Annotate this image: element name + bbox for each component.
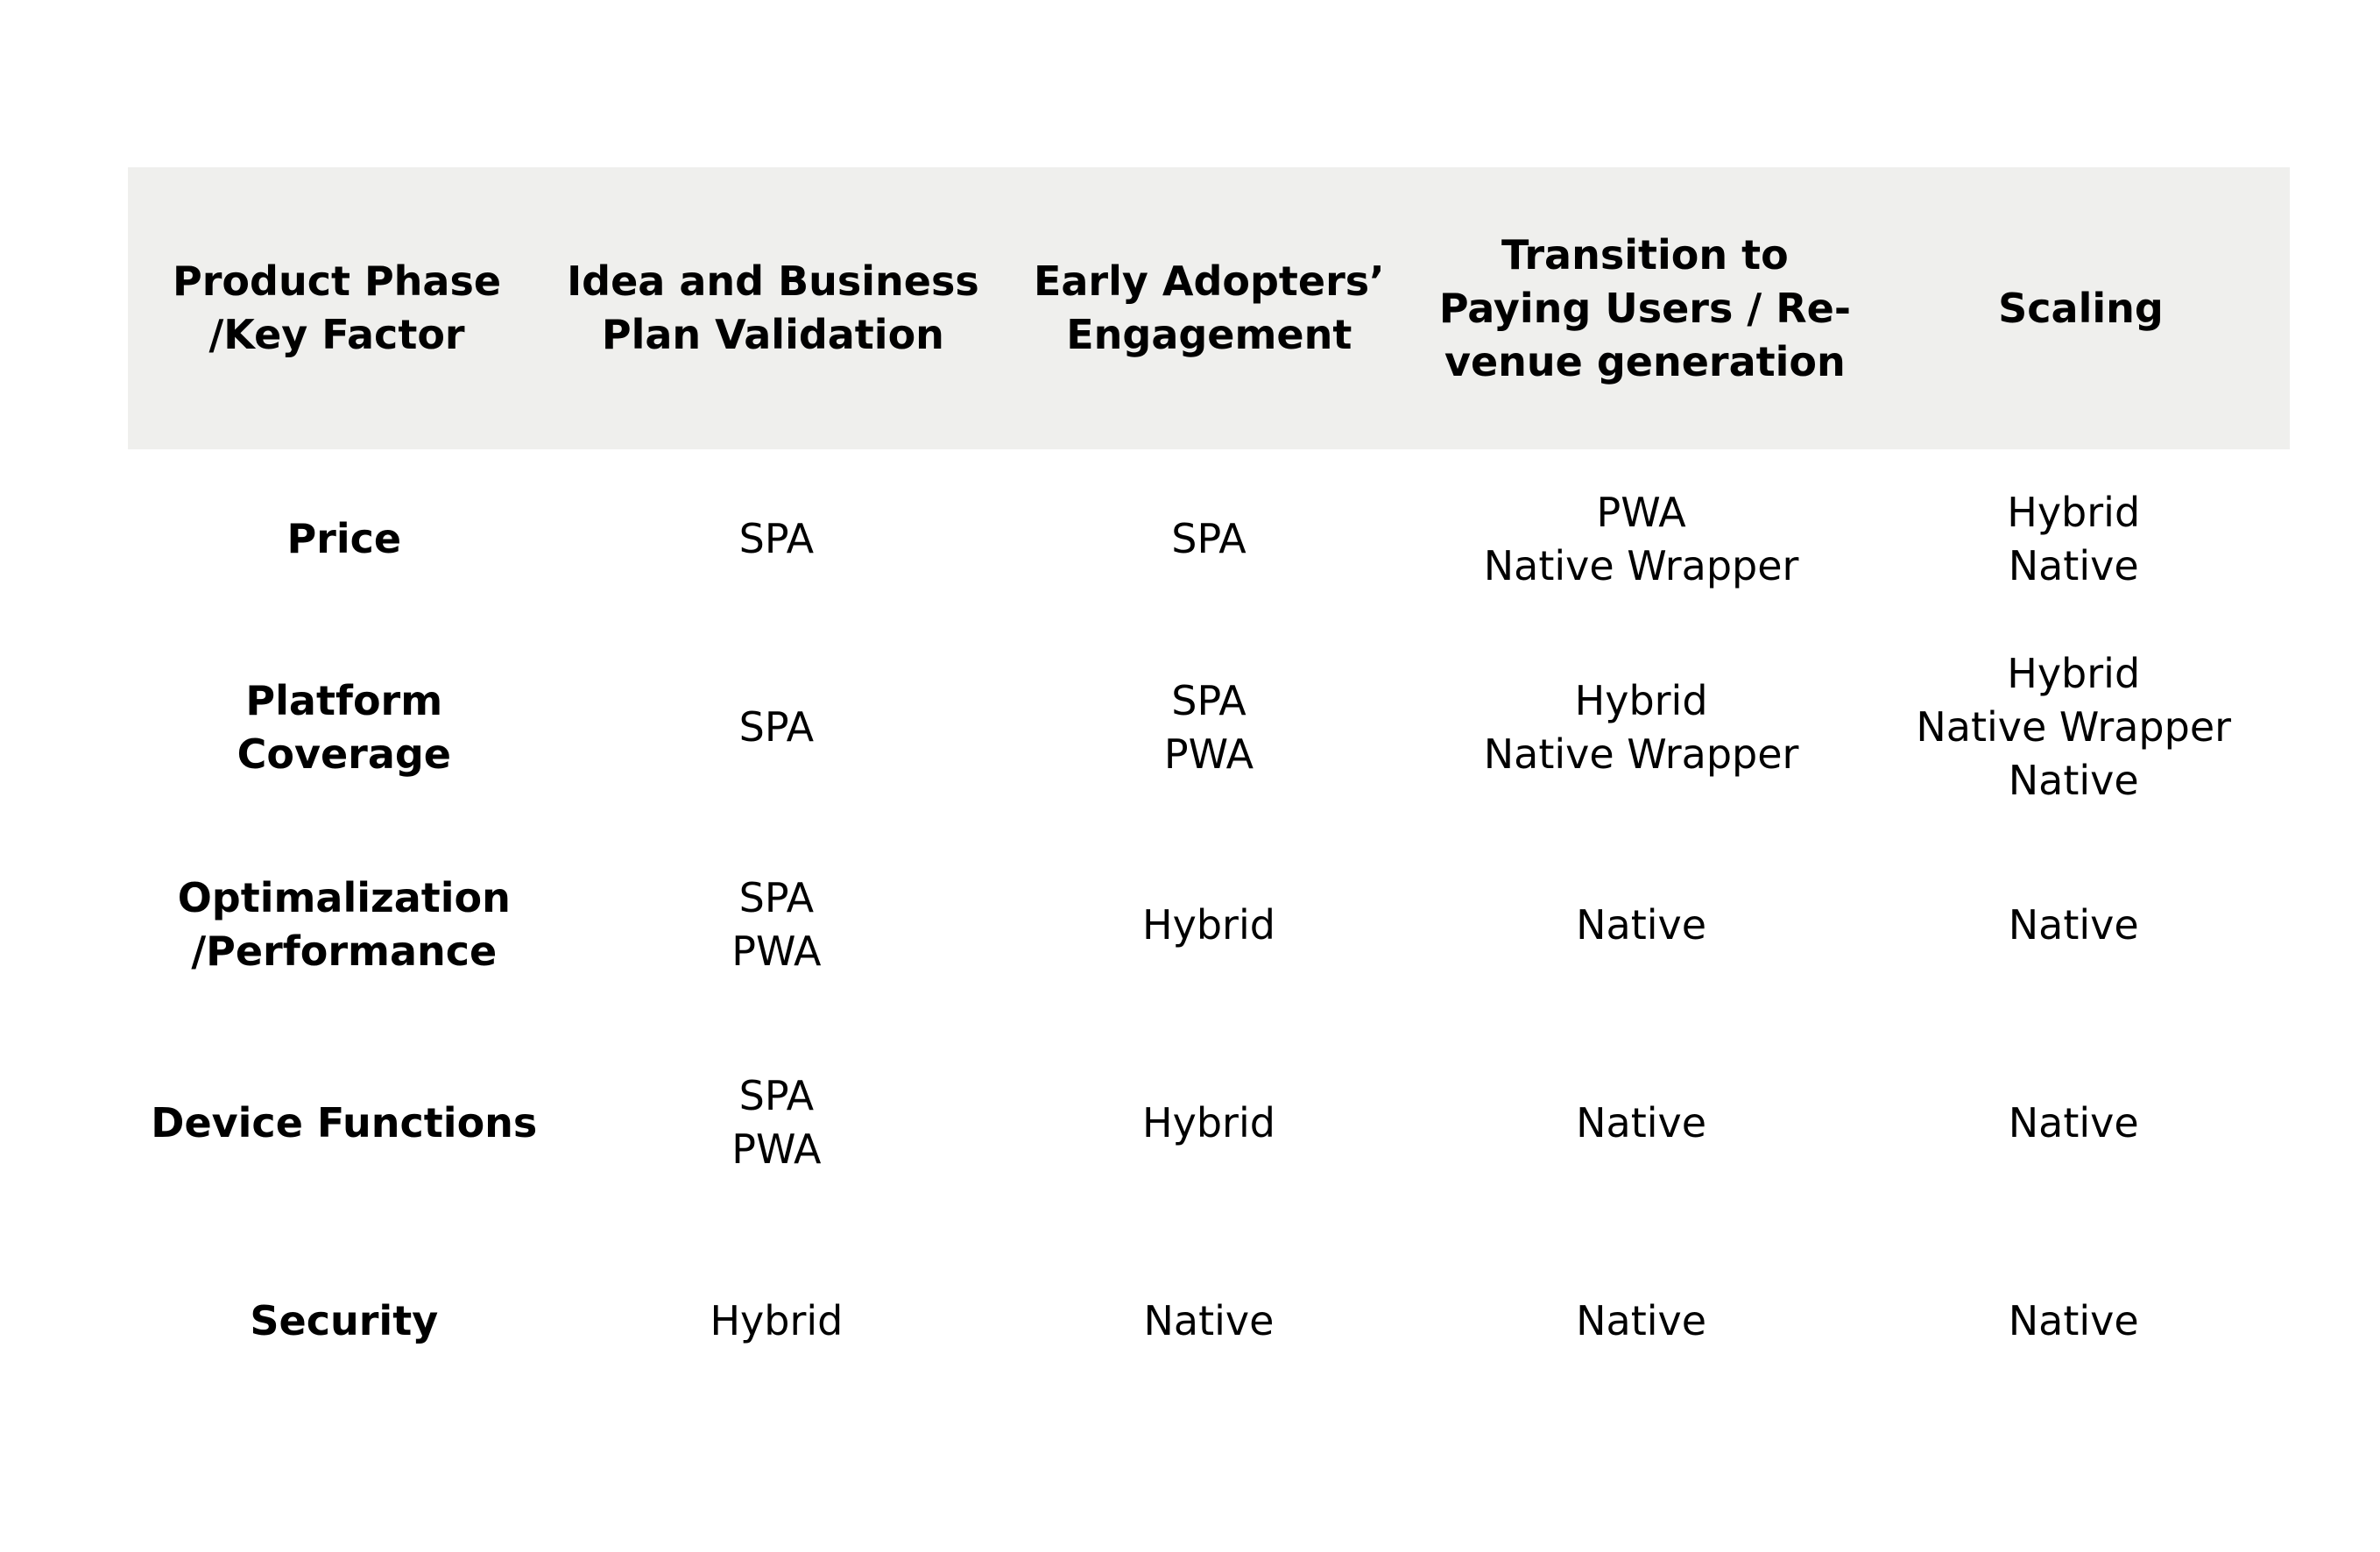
table-cell [1857, 629, 2290, 826]
table-cell [992, 1024, 1425, 1222]
row-label-price [128, 449, 561, 629]
cell-line: Hybrid [1142, 900, 1275, 949]
table-cell [1857, 449, 2290, 629]
cell-line: Native [2008, 757, 2139, 804]
row-label-optimalization-performance [128, 826, 561, 1024]
row-label-line: Device Functions [151, 1098, 538, 1146]
table-cell [992, 1222, 1425, 1420]
table-header-row [128, 167, 2290, 449]
table-cell [561, 1024, 993, 1222]
cell-line: Native Wrapper [1916, 703, 2232, 751]
table-cell [1857, 1024, 2290, 1222]
cell-line: PWA [731, 1125, 822, 1173]
table-cell [1425, 826, 1858, 1024]
cell-line: PWA [1163, 730, 1254, 778]
header-line: Idea and Business [567, 257, 979, 305]
cell-line: SPA [738, 703, 815, 751]
cell-line: Native [1576, 900, 1707, 949]
header-line: Early Adopters’ [1033, 257, 1385, 305]
cell-line: PWA [1596, 488, 1686, 536]
header-line: Plan Validation [601, 311, 944, 358]
cell-line: Native Wrapper [1483, 730, 1799, 778]
row-label-platform-coverage [128, 629, 561, 826]
row-label-line: Security [250, 1296, 439, 1344]
header-cell-transition [1418, 167, 1872, 449]
cell-line: Hybrid [2007, 650, 2141, 697]
cell-line: Native Wrapper [1483, 541, 1799, 589]
row-label-security [128, 1222, 561, 1420]
header-cell-idea-validation [546, 167, 1000, 449]
table-cell [992, 629, 1425, 826]
table-cell [992, 826, 1425, 1024]
table-cell [561, 1222, 993, 1420]
table-row-platform-coverage [128, 629, 2290, 826]
table-cell [1425, 1222, 1858, 1420]
cell-line: PWA [731, 928, 822, 975]
header-line: Transition to [1501, 230, 1789, 279]
cell-line: Native [1576, 1296, 1707, 1344]
row-label-line: /Performance [191, 928, 498, 975]
cell-line: Native [2008, 900, 2139, 949]
table-row-security [128, 1222, 2290, 1420]
table-cell [561, 449, 993, 629]
cell-line: SPA [738, 874, 815, 921]
table-cell [1857, 826, 2290, 1024]
cell-line: SPA [1171, 676, 1246, 724]
table-cell [1425, 1024, 1858, 1222]
cell-line: Hybrid [710, 1296, 844, 1344]
table-row-price [128, 449, 2290, 629]
header-line: Scaling [1998, 284, 2164, 332]
cell-line: Native [1576, 1098, 1707, 1146]
row-label-line: Coverage [237, 730, 451, 778]
row-label-device-functions [128, 1024, 561, 1222]
table-cell [561, 826, 993, 1024]
table-cell [1425, 449, 1858, 629]
header-cell-product-phase [128, 167, 546, 449]
table-cell [1425, 629, 1858, 826]
header-line: venue generation [1444, 337, 1846, 385]
cell-line: Native [1143, 1296, 1275, 1344]
row-label-line: Price [286, 515, 402, 562]
cell-line: Hybrid [1142, 1098, 1275, 1146]
cell-line: SPA [1171, 515, 1246, 562]
table-cell [1857, 1222, 2290, 1420]
row-label-line: Optimalization [177, 874, 511, 921]
cell-line: Native [2008, 1296, 2139, 1344]
row-label-line: Platform [245, 676, 443, 724]
cell-line: Hybrid [1574, 676, 1708, 724]
cell-line: SPA [738, 1072, 815, 1119]
cell-line: Native [2008, 1098, 2139, 1146]
header-cell-early-adopters [1000, 167, 1418, 449]
cell-line: Native [2008, 541, 2139, 589]
cell-line: Hybrid [2007, 488, 2141, 536]
table-row-optimalization-performance [128, 826, 2290, 1024]
table-row-device-functions [128, 1024, 2290, 1222]
cell-line: SPA [738, 515, 815, 562]
header-line: Engagement [1066, 311, 1352, 358]
header-cell-scaling [1872, 167, 2290, 449]
comparison-table [128, 167, 2290, 1420]
header-line: /Key Factor [208, 311, 465, 358]
table-cell [992, 449, 1425, 629]
table-cell [561, 629, 993, 826]
header-line: Product Phase [173, 257, 502, 305]
header-line: Paying Users / Re- [1438, 284, 1851, 332]
